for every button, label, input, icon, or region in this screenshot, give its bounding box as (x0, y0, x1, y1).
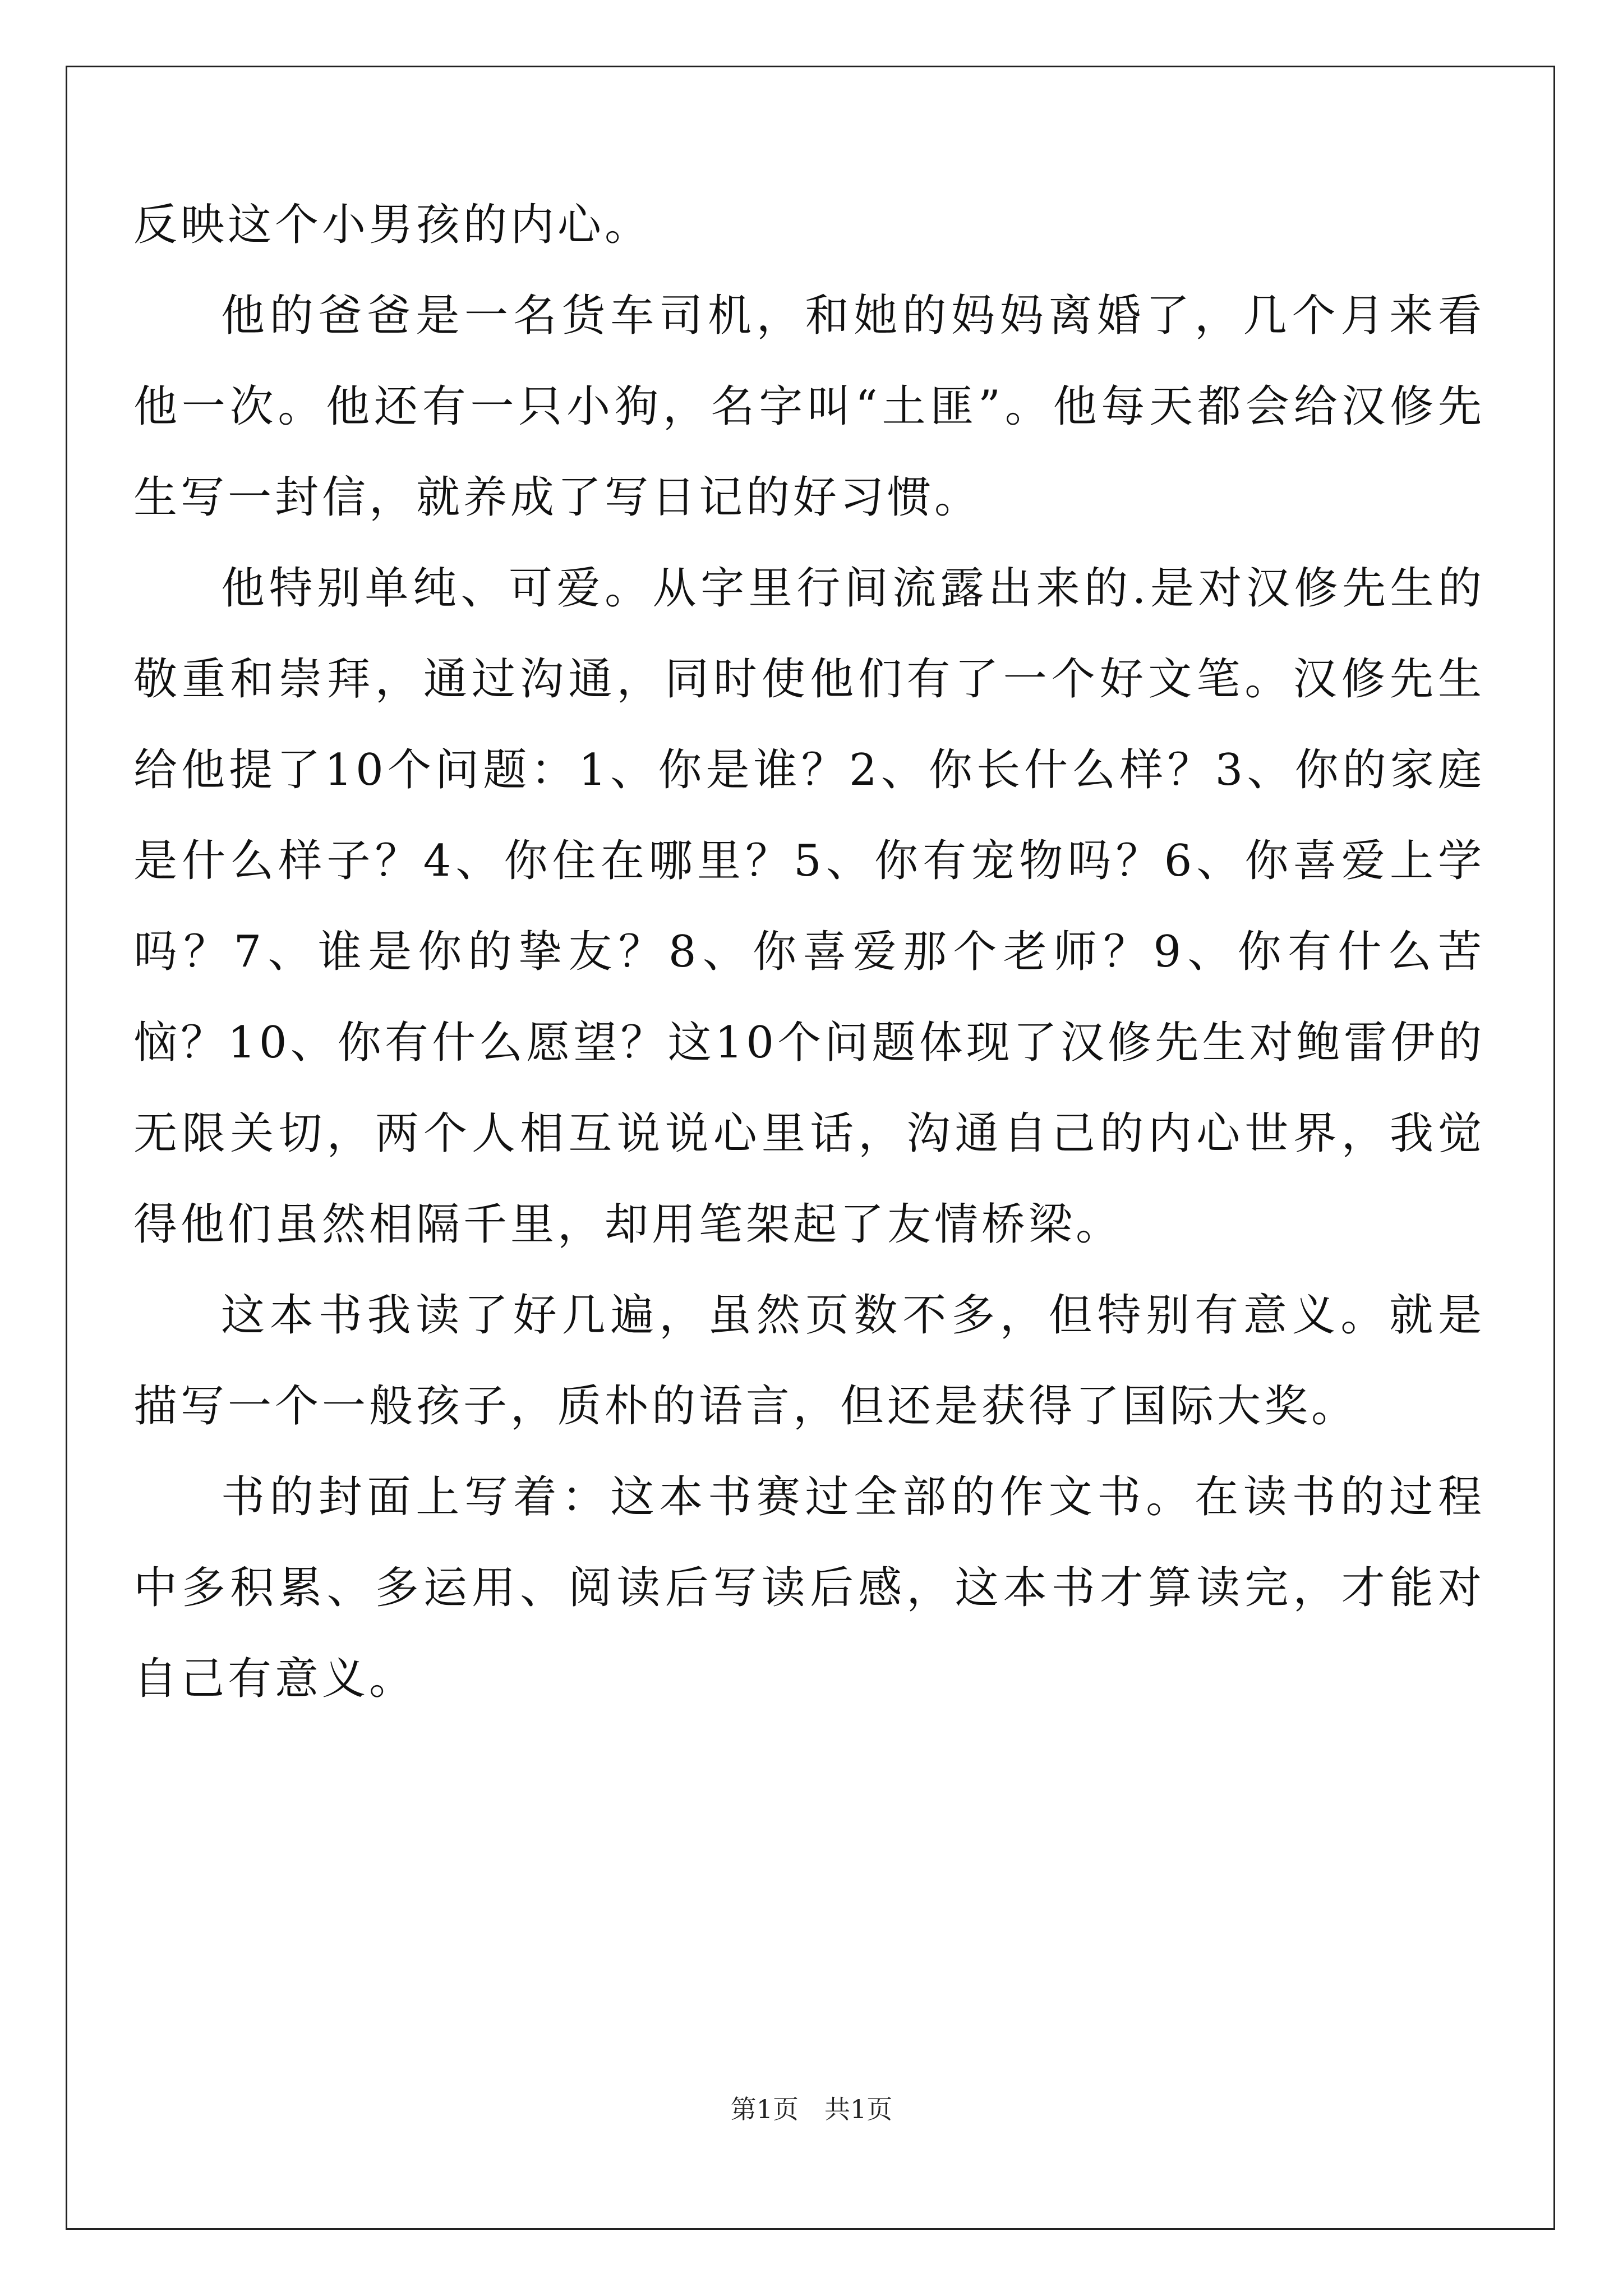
paragraph: 这本书我读了好几遍，虽然页数不多，但特别有意义。就是描写一个一般孩子，质朴的语言，但还是获得了国际大奖。 (133, 1290, 1485, 1432)
paragraph: 他特别单纯、可爱。从字里行间流露出来的.是对汉修先生的敬重和崇拜，通过沟通，同时使他们有了一个好文笔。汉修先生给他提了10个问题：1、你是谁？2、你长什么样？3、你的家庭是什么样子？4、你住在哪里？5、你有宠物吗？6、你喜爱上学吗？7、谁是你的挚友？8、你喜爱那个老师？9、你有什么苦恼？10、你有什么愿望？这10个问题体现了汉修先生对鲍雷伊的无限关切，两个人相互说说心里话，沟通自己的内心世界，我觉得他们虽然相隔千里，却用笔架起了友情桥梁。 (133, 563, 1485, 1250)
paragraph: 反映这个小男孩的内心。 (133, 200, 652, 250)
document-body (133, 180, 1485, 1724)
paragraph: 书的封面上写着：这本书赛过全部的作文书。在读书的过程中多积累、多运用、阅读后写读后感，这本书才算读完，才能对自己有意义。 (133, 1472, 1485, 1704)
paragraph: 他的爸爸是一名货车司机，和她的妈妈离婚了，几个月来看他一次。他还有一只小狗，名字叫“土匪”。他每天都会给汉修先生写一封信，就养成了写日记的好习惯。 (133, 291, 1485, 523)
page-number-footer: 第1页 共1页 (730, 2094, 893, 2124)
